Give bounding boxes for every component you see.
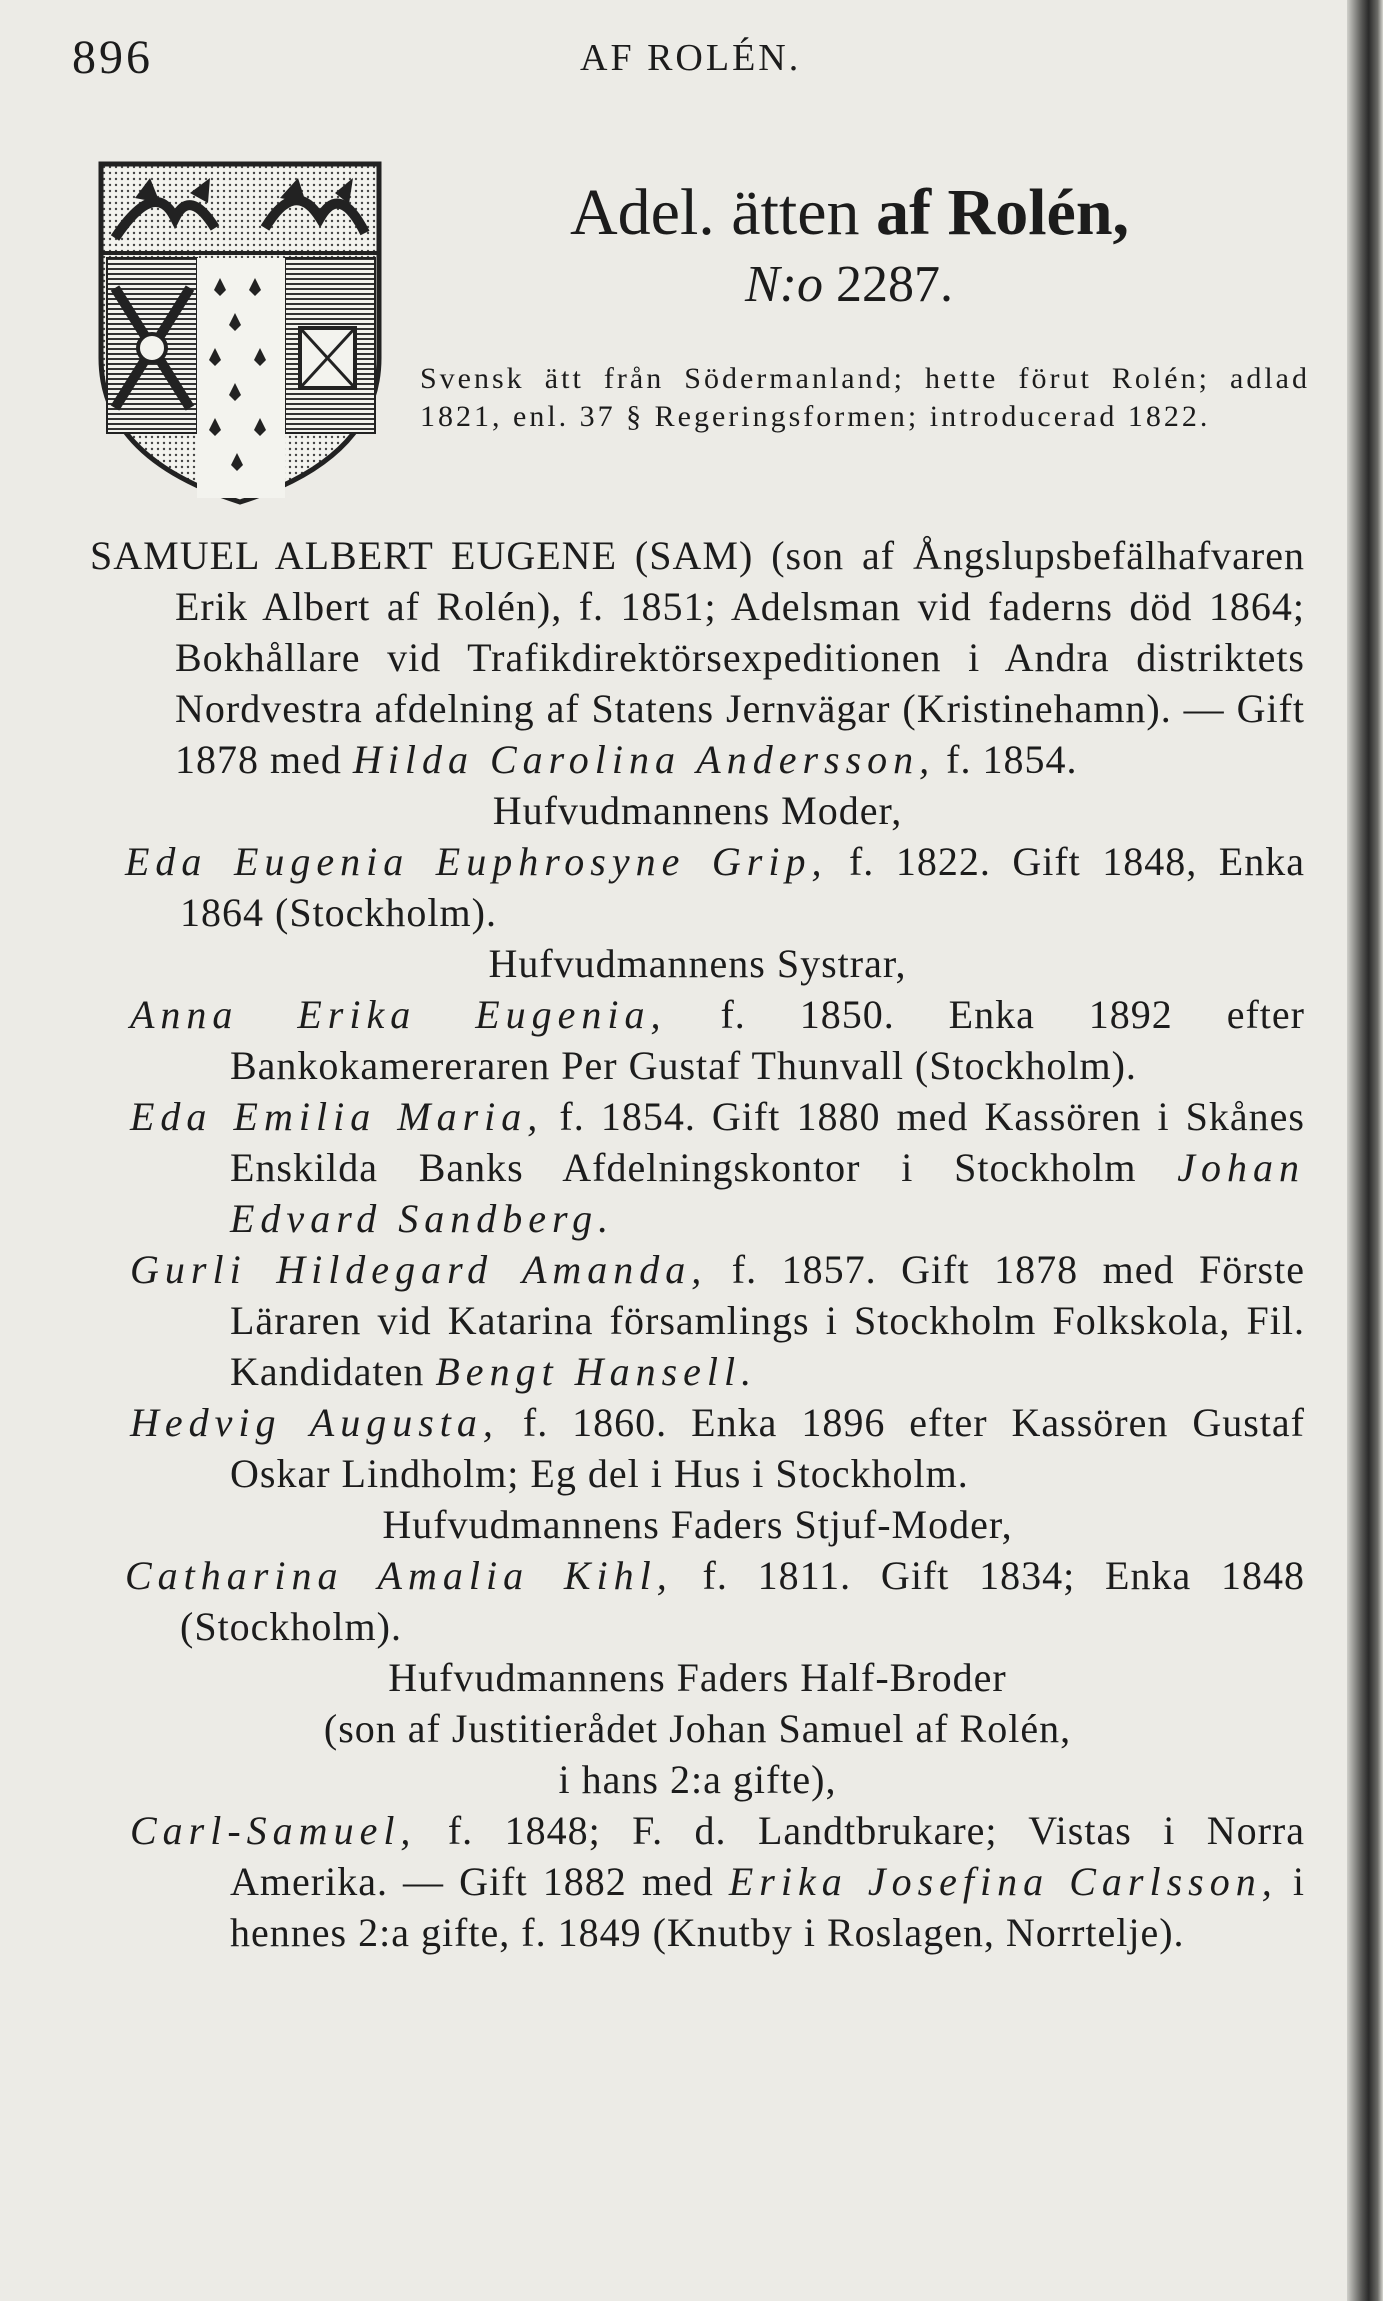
entry-spouse: Hilda Carolina Andersson, <box>352 737 936 782</box>
section-heading-moder: Hufvudmannens Moder, <box>492 788 903 833</box>
entry-catharina <box>90 1550 1305 1652</box>
entry-text: f. 1854. Gift 1880 med Kassören i Skånes Enskilda Banks Afdelningskontor i Stockholm <box>230 1094 1305 1190</box>
number-label: N:o <box>745 256 823 313</box>
entry-samuel <box>90 530 1305 785</box>
family-title <box>570 175 1129 251</box>
entry-text: f. 1860. Enka 1896 efter Kassören Gustaf Oskar Lindholm; Eg del i Hus i Stockholm. <box>230 1400 1305 1496</box>
family-number <box>745 255 953 314</box>
entry-eda-emilia <box>90 1091 1305 1244</box>
entry-name: SAMUEL ALBERT EUGENE (SAM) <box>90 533 754 578</box>
entry-text-end: i hennes 2:a gifte, f. 1849 (Knutby i Roslagen, Norrtelje). <box>230 1859 1305 1955</box>
entry-text: f. 1811. Gift 1834; Enka 1848 (Stockholm). <box>180 1553 1305 1649</box>
entry-text: (son af Ångslupsbefälhafvaren Erik Albert af Rolén), f. 1851; Adelsman vid faderns död 1864; Bokhållare vid Trafikdirektörsexpeditionen i Andra distriktets Nordvestra afdelning af Statens Jernvägar (Kristinehamn). — Gift 1878 med <box>175 533 1306 782</box>
entry-name: Gurli Hildegard Amanda, <box>130 1247 708 1292</box>
entry-name: Catharina Amalia Kihl, <box>125 1553 673 1598</box>
entry-text: f. 1850. Enka 1892 efter Bankokamereraren Per Gustaf Thunvall (Stockholm). <box>230 992 1305 1088</box>
page-spine-edge <box>1347 0 1383 2301</box>
entry-name: Eda Emilia Maria, <box>130 1094 544 1139</box>
entry-name: Eda Eugenia Euphrosyne Grip, <box>125 839 828 884</box>
genealogy-entries <box>90 530 1305 1958</box>
entry-name: Anna Erika Eugenia, <box>130 992 667 1037</box>
title-family-name: af Rolén, <box>876 176 1130 249</box>
number-value: 2287. <box>836 256 953 313</box>
entry-carl <box>90 1805 1305 1958</box>
title-prefix: Adel. ätten <box>570 176 860 249</box>
entry-spouse: Erika Josefina Carlsson, <box>728 1859 1278 1904</box>
page-header <box>0 30 1330 100</box>
entry-text: f. 1848; F. d. Landtbrukare; Vistas i Norra Amerika. — Gift 1882 med <box>230 1808 1305 1904</box>
section-heading-halfbroder: Hufvudmannens Faders Half-Broder <box>388 1655 1007 1700</box>
entry-name: Hedvig Augusta, <box>130 1400 499 1445</box>
entry-text: f. 1857. Gift 1878 med Förste Läraren vid Katarina församlings i Stockholm Folkskola, Fil. Kandidaten <box>230 1247 1305 1394</box>
entry-text: f. 1822. Gift 1848, Enka 1864 (Stockholm). <box>180 839 1305 935</box>
entry-gurli <box>90 1244 1305 1397</box>
entry-name: Carl-Samuel, <box>130 1808 417 1853</box>
entry-spouse: Johan Edvard Sandberg. <box>230 1145 1305 1241</box>
family-intro: Svensk ätt från Södermanland; hette förut Rolén; adlad 1821, enl. 37 § Regeringsformen; introducerad 1822. <box>420 362 1310 433</box>
entry-spouse: Bengt Hansell. <box>435 1349 758 1394</box>
section-heading-systrar: Hufvudmannens Systrar, <box>488 941 907 986</box>
section-subheading-halfbroder-2: i hans 2:a gifte), <box>558 1757 837 1802</box>
entry-eda-eugenia <box>90 836 1305 938</box>
running-head: AF ROLÉN. <box>580 37 802 79</box>
entry-anna <box>90 989 1305 1091</box>
coat-of-arms-icon <box>95 158 385 508</box>
section-subheading-halfbroder-1: (son af Justitierådet Johan Samuel af Rolén, <box>323 1706 1072 1751</box>
section-heading-stjufmoder: Hufvudmannens Faders Stjuf-Moder, <box>382 1502 1013 1547</box>
entry-text-end: f. 1854. <box>935 737 1078 782</box>
entry-hedvig <box>90 1397 1305 1499</box>
page-number: 896 <box>72 31 153 84</box>
